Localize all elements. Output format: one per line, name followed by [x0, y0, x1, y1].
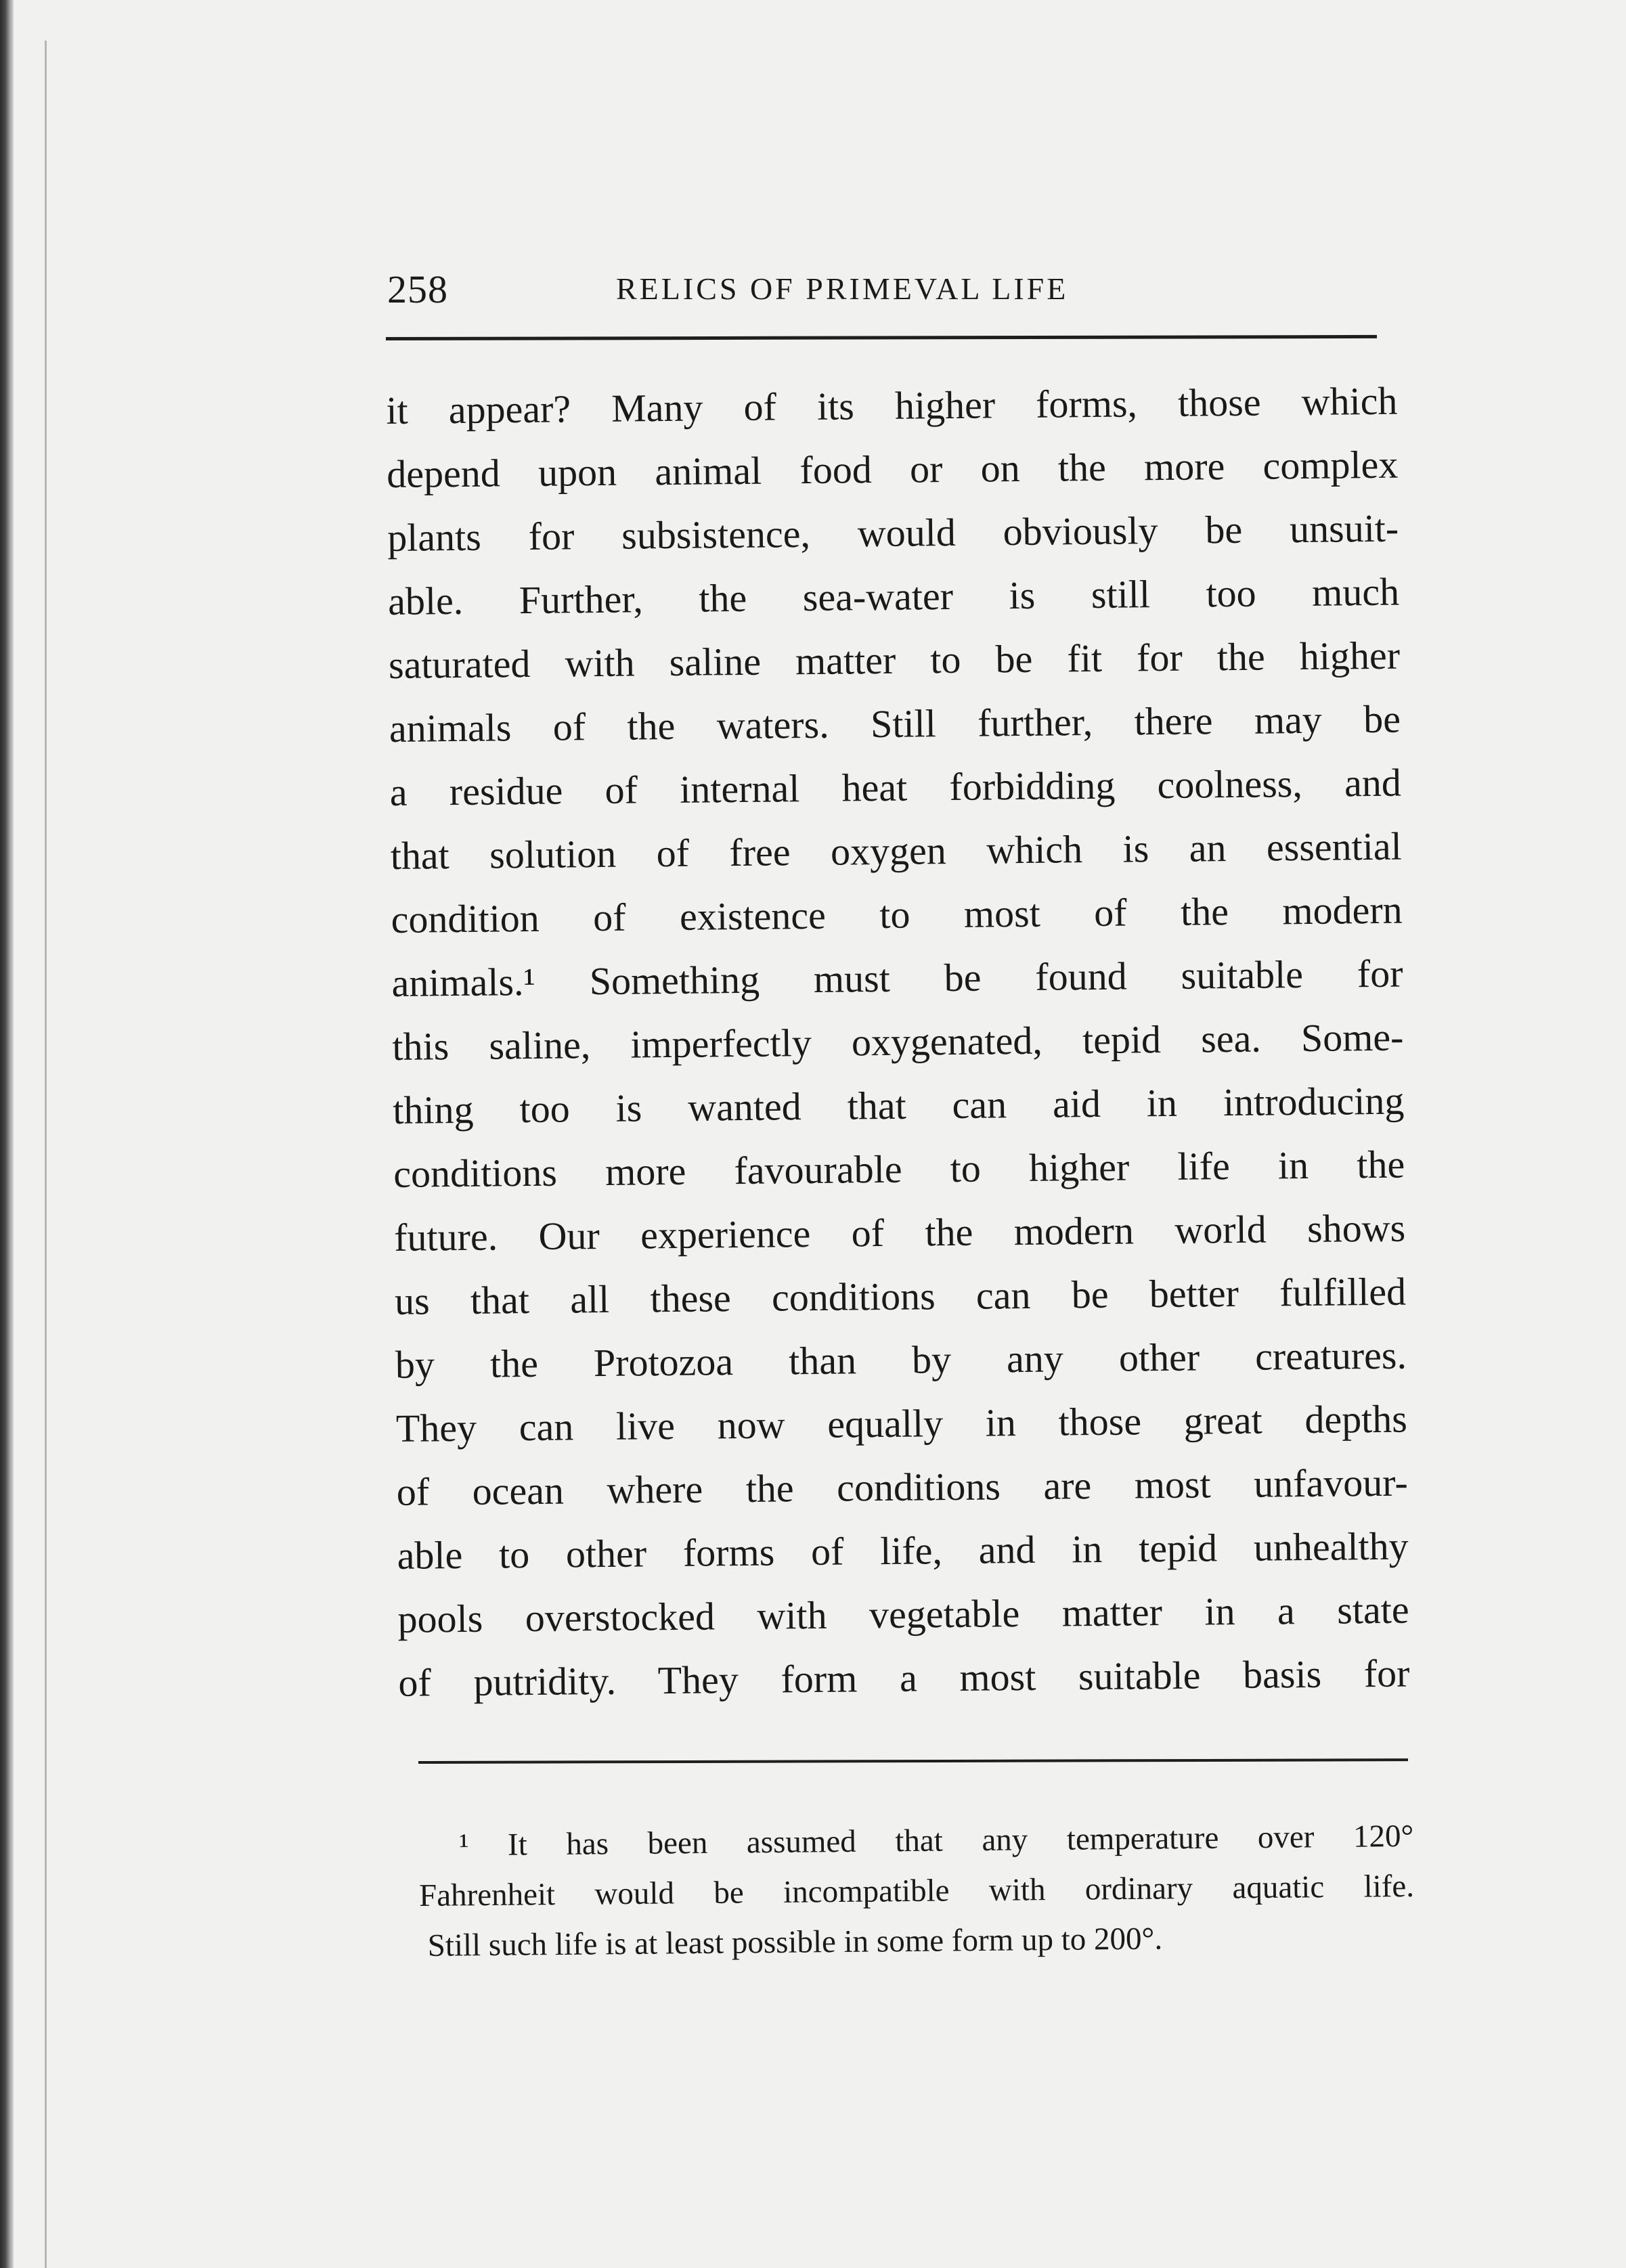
text-line: it appear? Many of its higher forms, those which: [386, 378, 1398, 432]
text-line: conditions more favourable to higher life in the: [393, 1142, 1405, 1196]
text-line: saturated with saline matter to be fit for the higher: [388, 633, 1401, 687]
page-number: 258: [387, 267, 448, 311]
text-line: able. Further, the sea-water is still too much: [387, 569, 1400, 623]
body-text: [386, 370, 1410, 1715]
text-line: They can live now equally in those great depths: [395, 1396, 1408, 1450]
running-title: RELICS OF PRIMEVAL LIFE: [616, 271, 1069, 306]
text-line: thing too is wanted that can aid in introducing: [393, 1078, 1405, 1132]
text-line: animals of the waters. Still further, there may be: [389, 696, 1401, 751]
text-line: plants for subsistence, would obviously be unsuit-: [387, 506, 1399, 560]
header-rule: [386, 335, 1377, 340]
text-line: a residue of internal heat forbidding coolness, and: [389, 760, 1402, 814]
scan-binding-edge: [0, 0, 14, 2268]
footnote-line: Still such life is at least possible in some form up to 200°.: [427, 1921, 1163, 1963]
running-head: [379, 250, 1415, 311]
text-line: of ocean where the conditions are most unfavour-: [396, 1460, 1409, 1514]
text-line: this saline, imperfectly oxygenated, tepid sea. Some-: [392, 1015, 1404, 1069]
text-line: animals.¹ Something must be found suitable for: [391, 951, 1403, 1005]
text-line: of putridity. They form a most suitable basis for: [398, 1651, 1410, 1705]
text-line: condition of existence to most of the modern: [391, 887, 1403, 941]
text-line: by the Protozoa than by any other creatures.: [395, 1333, 1407, 1387]
book-page: [379, 250, 1415, 1963]
text-line: pools overstocked with vegetable matter in a state: [397, 1587, 1409, 1641]
text-line: able to other forms of life, and in tepid unhealthy: [397, 1524, 1409, 1578]
text-line: future. Our experience of the modern world shows: [393, 1205, 1406, 1260]
footnote-rule: [418, 1758, 1408, 1764]
footnote-line: ¹ It has been assumed that any temperature over 120°: [459, 1818, 1414, 1863]
page-gutter-line: [45, 41, 47, 2268]
footnote: [418, 1811, 1415, 1971]
footnote-line: Fahrenheit would be incompatible with ordinary aquatic life.: [418, 1868, 1415, 1913]
text-line: that solution of free oxygen which is an essential: [390, 824, 1403, 878]
text-line: us that all these conditions can be better fulfilled: [394, 1269, 1407, 1323]
text-line: depend upon animal food or on the more complex: [387, 442, 1399, 496]
